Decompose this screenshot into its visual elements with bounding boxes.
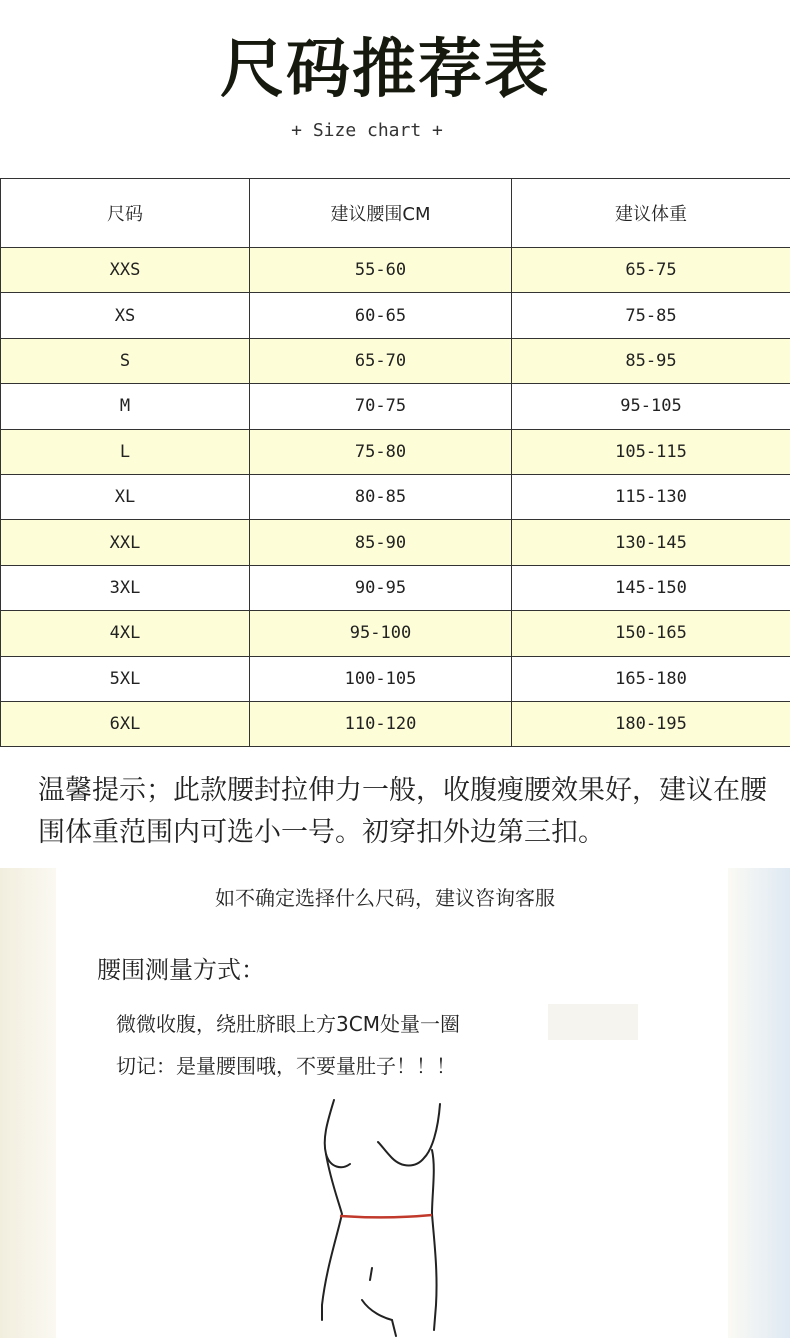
table-row	[1, 701, 790, 746]
left-bust-line	[325, 1100, 350, 1167]
page-title: 尺码推荐表	[220, 33, 550, 107]
table-row	[1, 520, 790, 565]
size-cell: L	[1, 429, 250, 474]
right-bust-line	[378, 1104, 440, 1166]
table-header-row	[1, 179, 790, 248]
size-cell: XXS	[1, 248, 250, 293]
header-waist: 建议腰围CM	[250, 179, 512, 248]
size-cell: XL	[1, 474, 250, 519]
weight-cell: 105-115	[512, 429, 790, 474]
size-cell: M	[1, 384, 250, 429]
weight-cell: 65-75	[512, 248, 790, 293]
table-row	[1, 656, 790, 701]
measure-instruction: 微微收腹，绕肚脐眼上方3CM处量一圈	[116, 1012, 460, 1036]
measure-title: 腰围测量方式：	[97, 956, 265, 984]
size-cell: XXL	[1, 520, 250, 565]
weight-cell: 115-130	[512, 474, 790, 519]
size-cell: S	[1, 338, 250, 383]
waist-cell: 100-105	[250, 656, 512, 701]
header-weight: 建议体重	[512, 179, 790, 248]
waist-cell: 75-80	[250, 429, 512, 474]
size-chart-table	[0, 178, 790, 747]
consult-note: 如不确定选择什么尺码，建议咨询客服	[215, 886, 555, 910]
table-row	[1, 474, 790, 519]
waist-measure-line	[340, 1215, 432, 1217]
weight-cell: 165-180	[512, 656, 790, 701]
size-cell: 5XL	[1, 656, 250, 701]
table-row	[1, 611, 790, 656]
weight-cell: 145-150	[512, 565, 790, 610]
table-row	[1, 338, 790, 383]
waist-cell: 80-85	[250, 474, 512, 519]
body-outline-illustration	[300, 1090, 470, 1338]
table-row	[1, 293, 790, 338]
waist-cell: 110-120	[250, 701, 512, 746]
weight-cell: 75-85	[512, 293, 790, 338]
page-subtitle: + Size chart +	[291, 120, 443, 141]
tip-text: 温馨提示；此款腰封拉伸力一般，收腹瘦腰效果好，建议在腰围体重范围内可选小一号。初穿扣外边第三扣。	[38, 775, 767, 848]
waist-cell: 65-70	[250, 338, 512, 383]
weight-cell: 95-105	[512, 384, 790, 429]
table-row	[1, 429, 790, 474]
size-cell: 4XL	[1, 611, 250, 656]
navel-mark	[370, 1268, 372, 1280]
waist-cell: 60-65	[250, 293, 512, 338]
size-cell: 3XL	[1, 565, 250, 610]
waist-cell: 70-75	[250, 384, 512, 429]
waist-cell: 90-95	[250, 565, 512, 610]
size-cell: XS	[1, 293, 250, 338]
waist-cell: 55-60	[250, 248, 512, 293]
waist-cell: 95-100	[250, 611, 512, 656]
table-row	[1, 248, 790, 293]
blurred-area	[548, 1004, 638, 1040]
waist-cell: 85-90	[250, 520, 512, 565]
weight-cell: 180-195	[512, 701, 790, 746]
table-row	[1, 384, 790, 429]
left-side-line	[322, 1154, 342, 1320]
leg-line	[362, 1300, 396, 1336]
table-row	[1, 565, 790, 610]
size-cell: 6XL	[1, 701, 250, 746]
weight-cell: 130-145	[512, 520, 790, 565]
measure-warning: 切记：是量腰围哦，不要量肚子！！！	[116, 1054, 456, 1078]
right-side-line	[432, 1150, 437, 1330]
weight-cell: 85-95	[512, 338, 790, 383]
weight-cell: 150-165	[512, 611, 790, 656]
header-size: 尺码	[1, 179, 250, 248]
